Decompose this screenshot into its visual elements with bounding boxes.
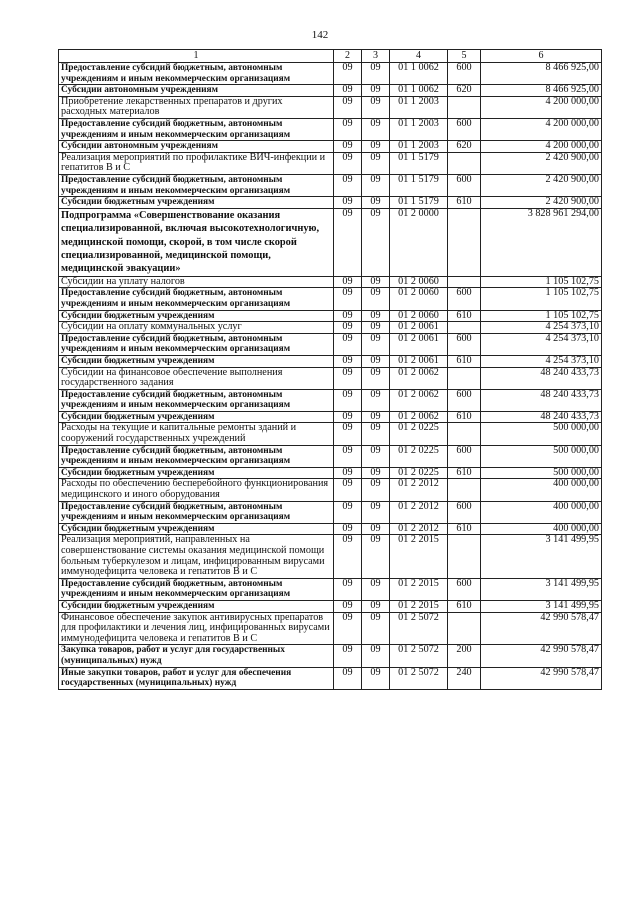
row-expense-type-cell — [448, 322, 481, 334]
row-section-cell: 09 — [334, 141, 362, 153]
table-row — [59, 535, 602, 578]
row-name-cell: Предоставление субсидий бюджетным, автономным учреждениям и иным некоммерческим организациям — [59, 63, 334, 85]
row-amount-cell: 8 466 925,00 — [481, 85, 602, 97]
row-expense-type-cell: 610 — [448, 355, 481, 367]
header-cell: 4 — [390, 50, 448, 63]
row-section-cell: 09 — [334, 208, 362, 276]
row-subsection-cell: 09 — [362, 612, 390, 645]
table-row — [59, 118, 602, 140]
row-expense-type-cell — [448, 612, 481, 645]
row-name-cell: Предоставление субсидий бюджетным, автономным учреждениям и иным некоммерческим организациям — [59, 389, 334, 411]
row-name-cell: Предоставление субсидий бюджетным, автономным учреждениям и иным некоммерческим организациям — [59, 288, 334, 310]
row-amount-cell: 2 420 900,00 — [481, 197, 602, 209]
row-name-cell: Субсидии на оплату коммунальных услуг — [59, 322, 334, 334]
row-amount-cell: 48 240 433,73 — [481, 389, 602, 411]
row-amount-cell: 1 105 102,75 — [481, 288, 602, 310]
row-section-cell: 09 — [334, 333, 362, 355]
row-subsection-cell: 09 — [362, 535, 390, 578]
row-target-article-cell: 01 2 5072 — [390, 645, 448, 667]
row-target-article-cell: 01 1 2003 — [390, 96, 448, 118]
table-row — [59, 423, 602, 445]
table-row — [59, 276, 602, 288]
row-target-article-cell: 01 2 5072 — [390, 667, 448, 689]
row-target-article-cell: 01 2 0062 — [390, 367, 448, 389]
row-subsection-cell: 09 — [362, 578, 390, 600]
row-subsection-cell: 09 — [362, 63, 390, 85]
row-target-article-cell: 01 1 2003 — [390, 118, 448, 140]
table-row — [59, 152, 602, 174]
row-target-article-cell: 01 1 5179 — [390, 197, 448, 209]
row-amount-cell: 2 420 900,00 — [481, 174, 602, 196]
row-target-article-cell: 01 2 2015 — [390, 535, 448, 578]
row-section-cell: 09 — [334, 578, 362, 600]
row-section-cell: 09 — [334, 612, 362, 645]
table-row — [59, 501, 602, 523]
row-target-article-cell: 01 2 2015 — [390, 578, 448, 600]
table-row — [59, 600, 602, 612]
row-subsection-cell: 09 — [362, 118, 390, 140]
table-row — [59, 333, 602, 355]
row-subsection-cell: 09 — [362, 333, 390, 355]
row-amount-cell: 4 254 373,10 — [481, 322, 602, 334]
row-name-cell: Субсидии бюджетным учреждениям — [59, 355, 334, 367]
row-expense-type-cell — [448, 96, 481, 118]
row-name-cell: Реализация мероприятий по профилактике ВИЧ-инфекции и гепатитов В и С — [59, 152, 334, 174]
row-expense-type-cell: 600 — [448, 445, 481, 467]
row-subsection-cell: 09 — [362, 523, 390, 535]
row-expense-type-cell — [448, 367, 481, 389]
row-name-cell: Предоставление субсидий бюджетным, автономным учреждениям и иным некоммерческим организациям — [59, 578, 334, 600]
table-row — [59, 467, 602, 479]
row-name-cell: Субсидии бюджетным учреждениям — [59, 197, 334, 209]
row-amount-cell: 8 466 925,00 — [481, 63, 602, 85]
table-row — [59, 288, 602, 310]
table-row — [59, 208, 602, 276]
row-expense-type-cell: 620 — [448, 141, 481, 153]
row-expense-type-cell: 600 — [448, 63, 481, 85]
row-target-article-cell: 01 1 0062 — [390, 63, 448, 85]
row-expense-type-cell — [448, 423, 481, 445]
row-amount-cell: 4 200 000,00 — [481, 96, 602, 118]
row-section-cell: 09 — [334, 276, 362, 288]
row-section-cell: 09 — [334, 535, 362, 578]
row-name-cell: Расходы на текущие и капитальные ремонты зданий и сооружений государственных учреждений — [59, 423, 334, 445]
row-target-article-cell: 01 2 0061 — [390, 322, 448, 334]
row-subsection-cell: 09 — [362, 208, 390, 276]
row-section-cell: 09 — [334, 667, 362, 689]
row-subsection-cell: 09 — [362, 276, 390, 288]
row-name-cell: Закупка товаров, работ и услуг для государственных (муниципальных) нужд — [59, 645, 334, 667]
row-expense-type-cell: 620 — [448, 85, 481, 97]
row-subsection-cell: 09 — [362, 367, 390, 389]
row-subsection-cell: 09 — [362, 479, 390, 501]
header-cell: 5 — [448, 50, 481, 63]
table-row — [59, 645, 602, 667]
row-name-cell: Субсидии бюджетным учреждениям — [59, 310, 334, 322]
table-row — [59, 389, 602, 411]
row-section-cell: 09 — [334, 479, 362, 501]
row-expense-type-cell — [448, 535, 481, 578]
row-section-cell: 09 — [334, 501, 362, 523]
row-section-cell: 09 — [334, 288, 362, 310]
row-target-article-cell: 01 2 0061 — [390, 333, 448, 355]
row-expense-type-cell: 240 — [448, 667, 481, 689]
row-target-article-cell: 01 2 0225 — [390, 423, 448, 445]
row-expense-type-cell: 610 — [448, 310, 481, 322]
page-number: 142 — [311, 29, 329, 41]
row-subsection-cell: 09 — [362, 141, 390, 153]
table-row — [59, 310, 602, 322]
row-section-cell: 09 — [334, 322, 362, 334]
row-name-cell: Субсидии бюджетным учреждениям — [59, 467, 334, 479]
row-name-cell: Субсидии автономным учреждениям — [59, 141, 334, 153]
row-name-cell: Субсидии на уплату налогов — [59, 276, 334, 288]
row-amount-cell: 1 105 102,75 — [481, 276, 602, 288]
table-row — [59, 523, 602, 535]
row-subsection-cell: 09 — [362, 310, 390, 322]
row-subsection-cell: 09 — [362, 85, 390, 97]
row-name-cell: Финансовое обеспечение закупок антивирусных препаратов для профилактики и лечения лиц, инфицированных вирусами иммунодефицита человека и гепатитов В и С — [59, 612, 334, 645]
row-expense-type-cell — [448, 152, 481, 174]
row-target-article-cell: 01 2 0062 — [390, 411, 448, 423]
row-section-cell: 09 — [334, 445, 362, 467]
row-subsection-cell: 09 — [362, 152, 390, 174]
row-amount-cell: 500 000,00 — [481, 445, 602, 467]
row-subsection-cell: 09 — [362, 389, 390, 411]
row-expense-type-cell: 610 — [448, 411, 481, 423]
row-amount-cell: 500 000,00 — [481, 467, 602, 479]
row-amount-cell: 42 990 578,47 — [481, 612, 602, 645]
row-subsection-cell: 09 — [362, 288, 390, 310]
row-target-article-cell: 01 2 2015 — [390, 600, 448, 612]
row-section-cell: 09 — [334, 310, 362, 322]
row-name-cell: Иные закупки товаров, работ и услуг для обеспечения государственных (муниципальных) нужд — [59, 667, 334, 689]
row-amount-cell: 42 990 578,47 — [481, 667, 602, 689]
row-expense-type-cell — [448, 276, 481, 288]
table-row — [59, 411, 602, 423]
row-amount-cell: 400 000,00 — [481, 479, 602, 501]
row-expense-type-cell: 200 — [448, 645, 481, 667]
row-subsection-cell: 09 — [362, 197, 390, 209]
table-row — [59, 197, 602, 209]
row-amount-cell: 4 200 000,00 — [481, 118, 602, 140]
row-amount-cell: 400 000,00 — [481, 501, 602, 523]
table-row — [59, 667, 602, 689]
row-section-cell: 09 — [334, 645, 362, 667]
row-section-cell: 09 — [334, 355, 362, 367]
row-amount-cell: 1 105 102,75 — [481, 310, 602, 322]
row-subsection-cell: 09 — [362, 355, 390, 367]
row-section-cell: 09 — [334, 411, 362, 423]
budget-table-body — [59, 50, 602, 690]
row-subsection-cell: 09 — [362, 445, 390, 467]
row-expense-type-cell: 600 — [448, 389, 481, 411]
table-header-row — [59, 50, 602, 63]
row-target-article-cell: 01 2 0060 — [390, 276, 448, 288]
row-section-cell: 09 — [334, 174, 362, 196]
row-target-article-cell: 01 1 2003 — [390, 141, 448, 153]
row-subsection-cell: 09 — [362, 322, 390, 334]
row-section-cell: 09 — [334, 423, 362, 445]
row-target-article-cell: 01 2 0060 — [390, 288, 448, 310]
row-amount-cell: 2 420 900,00 — [481, 152, 602, 174]
table-row — [59, 578, 602, 600]
row-expense-type-cell: 600 — [448, 333, 481, 355]
row-section-cell: 09 — [334, 523, 362, 535]
header-cell: 3 — [362, 50, 390, 63]
row-target-article-cell: 01 2 0225 — [390, 445, 448, 467]
row-section-cell: 09 — [334, 389, 362, 411]
row-amount-cell: 400 000,00 — [481, 523, 602, 535]
row-expense-type-cell: 610 — [448, 467, 481, 479]
row-section-cell: 09 — [334, 63, 362, 85]
row-amount-cell: 3 141 499,95 — [481, 600, 602, 612]
row-name-cell: Подпрограмма «Совершенствование оказания специализированной, включая высокотехнологичную, медицинской помощи, скорой, в том числе скорой специализированной, медицинской помощи, медицинской эвакуации» — [59, 208, 334, 276]
row-subsection-cell: 09 — [362, 467, 390, 479]
row-expense-type-cell — [448, 208, 481, 276]
row-name-cell: Предоставление субсидий бюджетным, автономным учреждениям и иным некоммерческим организациям — [59, 333, 334, 355]
table-row — [59, 367, 602, 389]
row-target-article-cell: 01 2 2012 — [390, 501, 448, 523]
row-section-cell: 09 — [334, 118, 362, 140]
row-amount-cell: 3 141 499,95 — [481, 535, 602, 578]
row-amount-cell: 48 240 433,73 — [481, 411, 602, 423]
table-row — [59, 355, 602, 367]
row-target-article-cell: 01 1 5179 — [390, 152, 448, 174]
budget-table — [58, 49, 602, 690]
row-section-cell: 09 — [334, 367, 362, 389]
header-cell: 2 — [334, 50, 362, 63]
table-row — [59, 85, 602, 97]
row-expense-type-cell: 610 — [448, 600, 481, 612]
row-target-article-cell: 01 2 0061 — [390, 355, 448, 367]
row-subsection-cell: 09 — [362, 667, 390, 689]
row-expense-type-cell: 610 — [448, 197, 481, 209]
row-section-cell: 09 — [334, 152, 362, 174]
row-name-cell: Предоставление субсидий бюджетным, автономным учреждениям и иным некоммерческим организациям — [59, 118, 334, 140]
row-target-article-cell: 01 2 0225 — [390, 467, 448, 479]
row-expense-type-cell: 600 — [448, 174, 481, 196]
row-amount-cell: 3 141 499,95 — [481, 578, 602, 600]
row-subsection-cell: 09 — [362, 96, 390, 118]
table-row — [59, 612, 602, 645]
row-target-article-cell: 01 2 0060 — [390, 310, 448, 322]
row-name-cell: Субсидии на финансовое обеспечение выполнения государственного задания — [59, 367, 334, 389]
row-name-cell: Расходы по обеспечению бесперебойного функционирования медицинского и иного оборудования — [59, 479, 334, 501]
row-target-article-cell: 01 2 5072 — [390, 612, 448, 645]
row-section-cell: 09 — [334, 85, 362, 97]
row-subsection-cell: 09 — [362, 423, 390, 445]
row-name-cell: Субсидии бюджетным учреждениям — [59, 600, 334, 612]
table-row — [59, 445, 602, 467]
row-target-article-cell: 01 2 0000 — [390, 208, 448, 276]
row-target-article-cell: 01 1 5179 — [390, 174, 448, 196]
table-row — [59, 141, 602, 153]
row-subsection-cell: 09 — [362, 501, 390, 523]
row-section-cell: 09 — [334, 96, 362, 118]
row-amount-cell: 4 254 373,10 — [481, 355, 602, 367]
row-name-cell: Субсидии бюджетным учреждениям — [59, 523, 334, 535]
row-section-cell: 09 — [334, 467, 362, 479]
row-subsection-cell: 09 — [362, 645, 390, 667]
row-expense-type-cell: 610 — [448, 523, 481, 535]
row-name-cell: Предоставление субсидий бюджетным, автономным учреждениям и иным некоммерческим организациям — [59, 501, 334, 523]
row-target-article-cell: 01 2 2012 — [390, 479, 448, 501]
table-row — [59, 63, 602, 85]
row-amount-cell: 3 828 961 294,00 — [481, 208, 602, 276]
row-target-article-cell: 01 2 2012 — [390, 523, 448, 535]
header-cell: 1 — [59, 50, 334, 63]
row-subsection-cell: 09 — [362, 174, 390, 196]
row-expense-type-cell — [448, 479, 481, 501]
row-expense-type-cell: 600 — [448, 288, 481, 310]
row-subsection-cell: 09 — [362, 600, 390, 612]
row-amount-cell: 4 200 000,00 — [481, 141, 602, 153]
row-expense-type-cell: 600 — [448, 578, 481, 600]
row-amount-cell: 48 240 433,73 — [481, 367, 602, 389]
row-expense-type-cell: 600 — [448, 118, 481, 140]
row-target-article-cell: 01 2 0062 — [390, 389, 448, 411]
table-row — [59, 322, 602, 334]
row-section-cell: 09 — [334, 197, 362, 209]
header-cell: 6 — [481, 50, 602, 63]
row-name-cell: Предоставление субсидий бюджетным, автономным учреждениям и иным некоммерческим организациям — [59, 445, 334, 467]
row-name-cell: Предоставление субсидий бюджетным, автономным учреждениям и иным некоммерческим организациям — [59, 174, 334, 196]
row-amount-cell: 500 000,00 — [481, 423, 602, 445]
row-name-cell: Субсидии автономным учреждениям — [59, 85, 334, 97]
row-name-cell: Субсидии бюджетным учреждениям — [59, 411, 334, 423]
row-expense-type-cell: 600 — [448, 501, 481, 523]
table-row — [59, 96, 602, 118]
table-row — [59, 479, 602, 501]
row-name-cell: Реализация мероприятий, направленных на совершенствование системы оказания медицинской помощи больным туберкулезом и лицам, инфицированным вирусами иммунодефицита человека и гепатитов В и С — [59, 535, 334, 578]
row-section-cell: 09 — [334, 600, 362, 612]
row-target-article-cell: 01 1 0062 — [390, 85, 448, 97]
row-amount-cell: 42 990 578,47 — [481, 645, 602, 667]
row-amount-cell: 4 254 373,10 — [481, 333, 602, 355]
row-subsection-cell: 09 — [362, 411, 390, 423]
table-row — [59, 174, 602, 196]
row-name-cell: Приобретение лекарственных препаратов и других расходных материалов — [59, 96, 334, 118]
